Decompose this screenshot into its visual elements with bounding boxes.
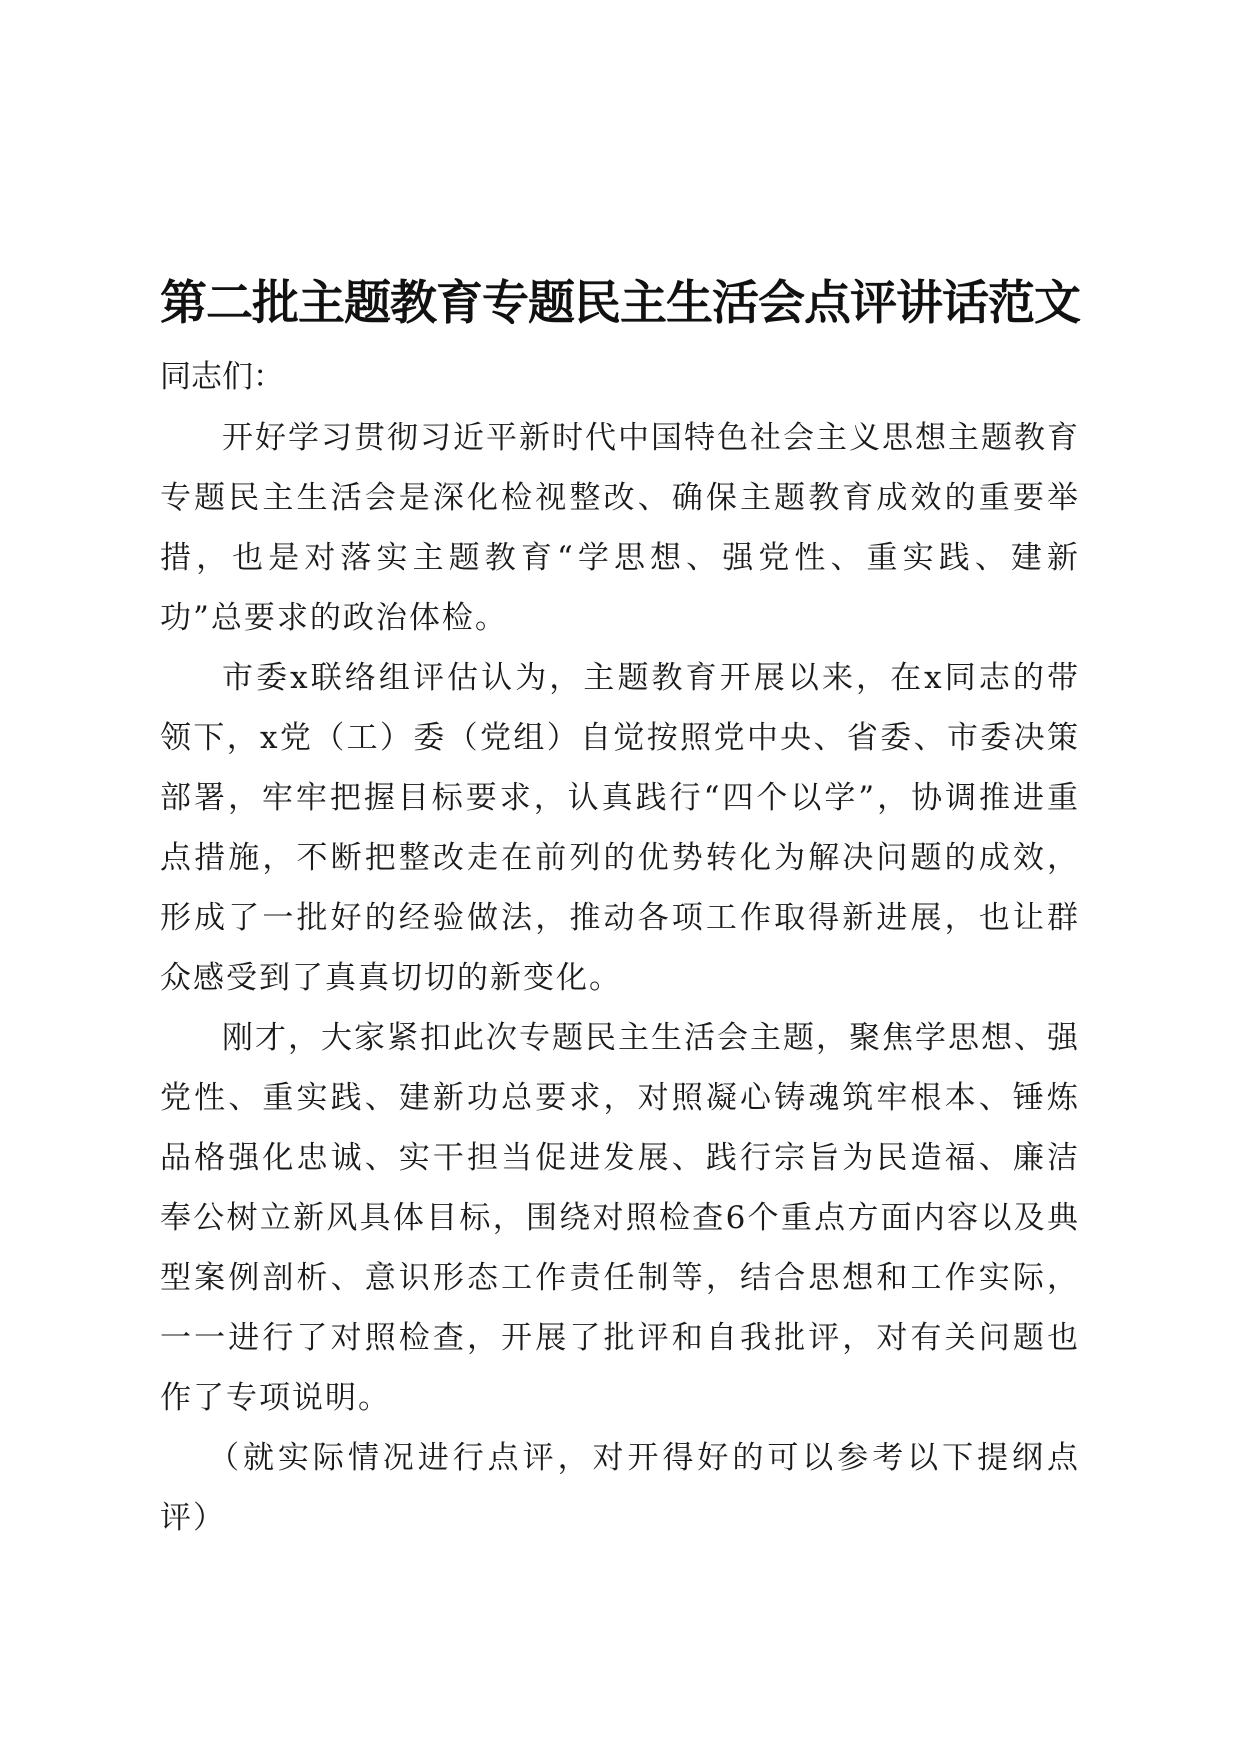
paragraph-intro: 开好学习贯彻习近平新时代中国特色社会主义思想主题教育专题民主生活会是深化检视整改、确保主题教育成效的重要举措，也是对落实主题教育“学思想、强党性、重实践、建新功”总要求的政治体检。 — [160, 420, 1080, 636]
paragraph-assessment: 市委x联络组评估认为，主题教育开展以来，在x同志的带领下，x党（工）委（党组）自觉按照党中央、省委、市委决策部署，牢牢把握目标要求，认真践行“四个以学”，协调推进重点措施，不断把整改走在前列的优势转化为解决问题的成效，形成了一批好的经验做法，推动各项工作取得新进展，也让群众感受到了真真切切的新变化。 — [160, 660, 1080, 996]
paragraph-note: （就实际情况进行点评，对开得好的可以参考以下提纲点评） — [160, 1440, 1080, 1536]
paragraph-review: 刚才，大家紧扣此次专题民主生活会主题，聚焦学思想、强党性、重实践、建新功总要求，对照凝心铸魂筑牢根本、锤炼品格强化忠诚、实干担当促进发展、践行宗旨为民造福、廉洁奉公树立新风具体目标，围绕对照检查6个重点方面内容以及典型案例剖析、意识形态工作责任制等，结合思想和工作实际，一一进行了对照检查，开展了批评和自我批评，对有关问题也作了专项说明。 — [160, 1020, 1080, 1416]
document-body — [160, 272, 1080, 1548]
document-title: 第二批主题教育专题民主生活会点评讲话范文 — [160, 276, 1080, 331]
greeting: 同志们： — [160, 359, 284, 395]
